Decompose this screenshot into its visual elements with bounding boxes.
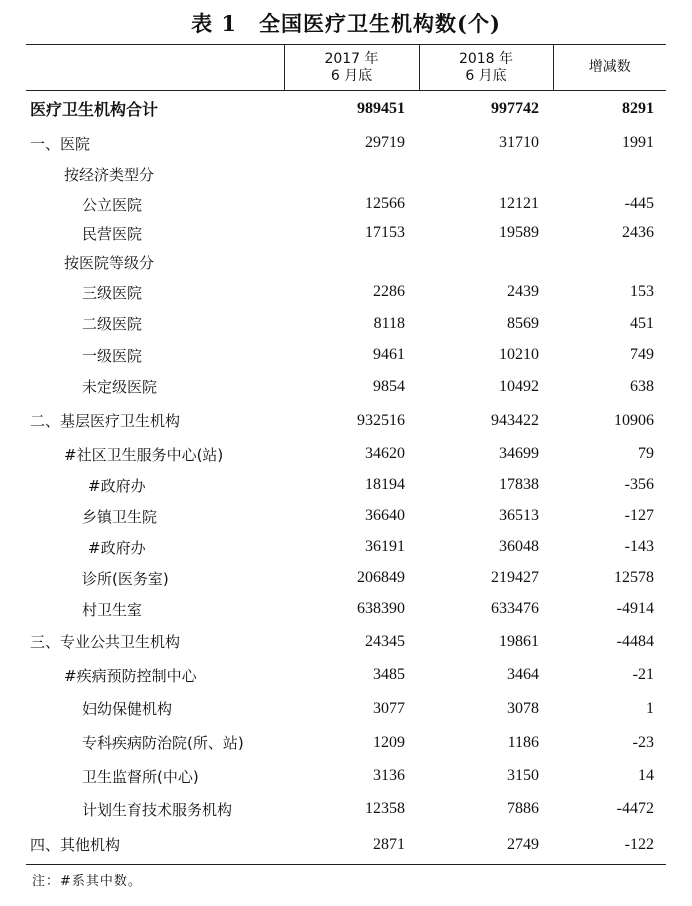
row-label: 二、基层医疗卫生机构 xyxy=(30,412,181,430)
row-label: 乡镇卫生院 xyxy=(82,507,158,526)
value-2017: 34620 xyxy=(365,445,405,462)
row-label: 三级医院 xyxy=(82,283,143,302)
row-label: 卫生监督所(中心) xyxy=(82,767,199,786)
value-change: -143 xyxy=(624,538,654,555)
value-change: 749 xyxy=(630,346,654,363)
row-label: 公立医院 xyxy=(82,195,143,214)
value-2018: 10210 xyxy=(499,346,539,363)
value-2017 xyxy=(284,248,419,277)
table-row xyxy=(26,793,666,826)
value-2018 xyxy=(419,248,553,277)
value-2017: 9854 xyxy=(373,377,405,395)
value-2018: 34699 xyxy=(499,445,539,462)
value-2018: 219427 xyxy=(491,569,539,586)
table-row xyxy=(26,532,666,563)
value-2017: 206849 xyxy=(357,569,405,586)
value-change: 10906 xyxy=(614,411,654,429)
table-row xyxy=(26,625,666,659)
value-2018: 3464 xyxy=(507,666,539,683)
header-2018 xyxy=(419,45,553,91)
row-label: #政府办 xyxy=(88,538,146,557)
value-change xyxy=(553,160,666,190)
table-row xyxy=(26,594,666,625)
value-2018: 943422 xyxy=(491,411,539,429)
value-2018: 1186 xyxy=(507,733,539,751)
table-row xyxy=(26,726,666,760)
row-label: 三、专业公共卫生机构 xyxy=(30,633,181,651)
row-label: 一级医院 xyxy=(82,346,143,365)
row-label: 四、其他机构 xyxy=(30,836,121,855)
header-change: 增减数 xyxy=(553,45,666,91)
value-change: 451 xyxy=(630,314,654,332)
row-label: 二级医院 xyxy=(82,315,143,333)
row-label: #政府办 xyxy=(88,476,146,495)
value-2017: 17153 xyxy=(365,224,405,241)
row-label: #社区卫生服务中心(站) xyxy=(64,445,224,464)
value-2017 xyxy=(284,160,419,190)
value-2018: 633476 xyxy=(491,600,539,617)
row-label: 按医院等级分 xyxy=(64,253,155,272)
table-row xyxy=(26,371,666,403)
header-label-column xyxy=(26,45,284,91)
value-2018: 12121 xyxy=(499,195,539,212)
value-2017: 18194 xyxy=(365,476,405,493)
value-2018: 3150 xyxy=(507,767,539,784)
value-2018 xyxy=(419,160,553,190)
table-row xyxy=(26,160,666,190)
value-2018: 19861 xyxy=(499,632,539,650)
value-change: -122 xyxy=(624,835,654,853)
value-2018: 36048 xyxy=(499,538,539,555)
row-label: #疾病预防控制中心 xyxy=(64,666,197,685)
table-row xyxy=(26,563,666,594)
value-2017: 638390 xyxy=(357,600,405,617)
row-label: 专科疾病防治院(所、站) xyxy=(82,734,244,752)
value-change: 14 xyxy=(638,767,654,784)
value-change: 79 xyxy=(638,445,654,462)
table-row xyxy=(26,470,666,501)
value-2018: 17838 xyxy=(499,476,539,493)
table-row xyxy=(26,308,666,340)
value-2017: 989451 xyxy=(357,99,405,117)
table-row xyxy=(26,659,666,692)
value-2017: 3136 xyxy=(373,767,405,784)
table-header xyxy=(26,45,666,91)
value-2018: 3078 xyxy=(507,699,539,717)
value-2018: 997742 xyxy=(491,99,539,117)
value-2017: 1209 xyxy=(373,733,405,751)
value-change: -23 xyxy=(632,733,654,751)
table-row xyxy=(26,439,666,470)
value-2018: 31710 xyxy=(499,134,539,151)
row-label: 民营医院 xyxy=(82,224,143,243)
value-2017: 12566 xyxy=(365,195,405,212)
value-change: 8291 xyxy=(622,99,654,117)
value-2017: 2871 xyxy=(373,835,405,853)
value-2018: 10492 xyxy=(499,377,539,395)
table-title: 表 1 全国医疗卫生机构数(个) xyxy=(191,11,501,36)
table-body xyxy=(26,91,666,865)
table-row xyxy=(26,91,666,127)
value-2018: 2749 xyxy=(507,835,539,853)
table-row xyxy=(26,190,666,219)
value-change: -4472 xyxy=(616,800,654,817)
table-row xyxy=(26,760,666,793)
value-change: 638 xyxy=(630,377,654,395)
value-change: 1 xyxy=(646,699,654,717)
value-2017: 3485 xyxy=(373,666,405,683)
row-label: 村卫生室 xyxy=(82,600,143,619)
value-2018: 2439 xyxy=(507,283,539,300)
value-change: 2436 xyxy=(622,224,654,241)
table-row xyxy=(26,248,666,277)
value-change: 12578 xyxy=(614,569,654,586)
value-2018: 7886 xyxy=(507,800,539,817)
value-2018: 36513 xyxy=(499,507,539,524)
value-change: -445 xyxy=(624,195,654,212)
row-label: 医疗卫生机构合计 xyxy=(30,100,159,120)
table-row xyxy=(26,127,666,160)
value-change xyxy=(553,248,666,277)
table-row xyxy=(26,340,666,371)
row-label: 未定级医院 xyxy=(82,378,158,396)
value-2017: 36640 xyxy=(365,507,405,524)
value-2017: 3077 xyxy=(373,699,405,717)
value-2017: 932516 xyxy=(357,411,405,429)
value-2017: 24345 xyxy=(365,632,405,650)
value-2017: 29719 xyxy=(365,134,405,151)
value-2017: 2286 xyxy=(373,283,405,300)
row-label: 妇幼保健机构 xyxy=(82,700,173,718)
row-label: 诊所(医务室) xyxy=(82,569,169,588)
header-2017-year: 2017 年 xyxy=(324,50,379,67)
value-change: -4914 xyxy=(616,600,654,617)
table-footnote: 注：#系其中数。 xyxy=(32,874,142,889)
value-2017: 12358 xyxy=(365,800,405,817)
value-2017: 9461 xyxy=(373,346,405,363)
row-label: 计划生育技术服务机构 xyxy=(82,800,233,819)
table-row xyxy=(26,219,666,248)
institutions-table xyxy=(26,44,666,865)
header-2017-month: 6 月底 xyxy=(330,67,373,84)
value-2018: 8569 xyxy=(507,314,539,332)
value-2017: 36191 xyxy=(365,538,405,555)
value-change: -21 xyxy=(632,666,654,683)
value-change: 1991 xyxy=(622,134,654,151)
table-row xyxy=(26,826,666,865)
table-row xyxy=(26,403,666,439)
value-change: 153 xyxy=(630,283,654,300)
row-label: 按经济类型分 xyxy=(64,166,155,184)
value-change: -356 xyxy=(624,476,654,493)
table-row xyxy=(26,692,666,726)
row-label: 一、医院 xyxy=(30,134,91,153)
header-2018-month: 6 月底 xyxy=(465,67,507,84)
value-2017: 8118 xyxy=(373,314,405,332)
table-row xyxy=(26,501,666,532)
table-row xyxy=(26,277,666,308)
value-change: -4484 xyxy=(616,632,654,650)
value-change: -127 xyxy=(624,507,654,524)
header-2017 xyxy=(284,45,419,91)
value-2018: 19589 xyxy=(499,224,539,241)
header-2018-year: 2018 年 xyxy=(458,50,514,67)
